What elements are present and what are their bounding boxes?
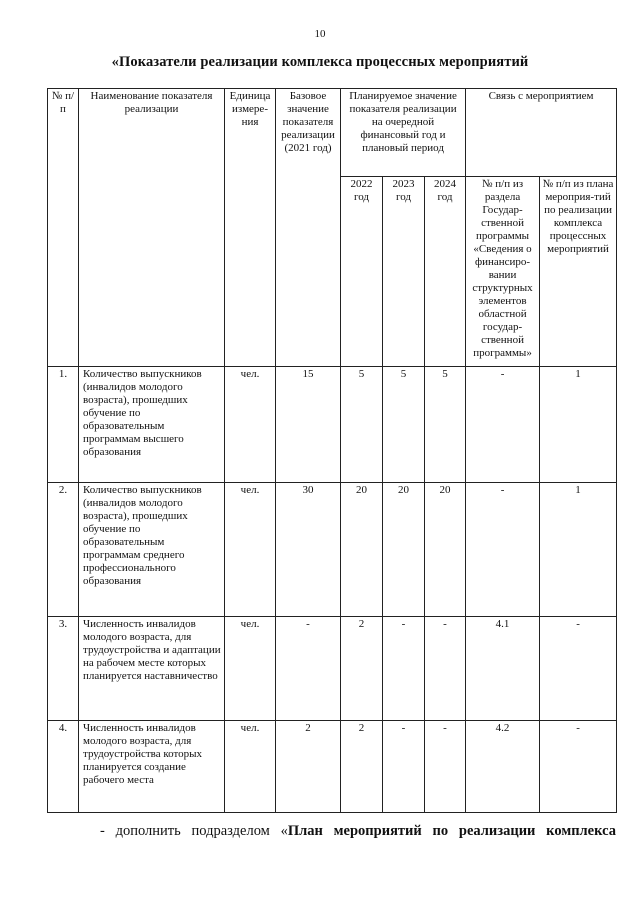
row-base: 30: [276, 483, 341, 617]
row-2022: 20: [341, 483, 383, 617]
row-num: 3.: [48, 617, 79, 721]
header-planned: Планируемое значение показателя реализации на очередной финансовый год и плановый период: [341, 89, 466, 177]
row-2022: 2: [341, 617, 383, 721]
row-name: Количество выпускников (инвалидов молодого возраста), прошедших обучение по образовательным программам высшего образования: [79, 367, 225, 483]
row-base: 2: [276, 721, 341, 813]
row-base: 15: [276, 367, 341, 483]
row-link-plan: -: [540, 617, 617, 721]
row-2022: 2: [341, 721, 383, 813]
row-base: -: [276, 617, 341, 721]
document-title: «Показатели реализации комплекса процессных мероприятий: [111, 54, 529, 70]
row-2022: 5: [341, 367, 383, 483]
header-num: № п/п: [48, 89, 79, 367]
header-link-gp: № п/п из раздела Государ-ственной программы «Сведения о финансиро-вании структурных элементов областной государ-ственной программы»: [466, 177, 540, 367]
header-link-plan: № п/п из плана мероприя-тий по реализации комплекса процессных мероприятий: [540, 177, 617, 367]
row-num: 4.: [48, 721, 79, 813]
row-2023: 20: [383, 483, 425, 617]
row-2024: -: [425, 721, 466, 813]
row-name: Численность инвалидов молодого возраста, для трудоустройства которых планируется создание рабочего места: [79, 721, 225, 813]
table-row: [48, 367, 617, 483]
footer-bold-text: План мероприятий по реализации комплекса: [287, 823, 616, 839]
row-link-gp: -: [466, 367, 540, 483]
footer-prefix: - дополнить подразделом «: [100, 823, 288, 839]
row-unit: чел.: [225, 617, 276, 721]
table-row: [48, 721, 617, 813]
row-name: Количество выпускников (инвалидов молодого возраста), прошедших обучение по образовательным программам среднего профессионального образования: [79, 483, 225, 617]
row-name: Численность инвалидов молодого возраста, для трудоустройства и адаптации на рабочем месте которых планируется наставничество: [79, 617, 225, 721]
header-name: Наименование показателя реализации: [79, 89, 225, 367]
row-2024: 20: [425, 483, 466, 617]
table-row: [48, 617, 617, 721]
row-unit: чел.: [225, 483, 276, 617]
row-link-gp: 4.2: [466, 721, 540, 813]
header-link: Связь с мероприятием: [466, 89, 617, 177]
header-year-2024: 2024 год: [425, 177, 466, 367]
row-link-gp: -: [466, 483, 540, 617]
row-2024: 5: [425, 367, 466, 483]
header-base: Базовое значение показателя реализации (2021 год): [276, 89, 341, 367]
row-num: 2.: [48, 483, 79, 617]
row-2023: 5: [383, 367, 425, 483]
indicators-table: [47, 88, 617, 813]
row-unit: чел.: [225, 367, 276, 483]
table-row: [48, 483, 617, 617]
footer-text: [100, 823, 616, 840]
row-unit: чел.: [225, 721, 276, 813]
header-unit: Единица измере-ния: [225, 89, 276, 367]
row-link-gp: 4.1: [466, 617, 540, 721]
row-link-plan: 1: [540, 483, 617, 617]
row-2023: -: [383, 617, 425, 721]
row-2024: -: [425, 617, 466, 721]
header-year-2022: 2022 год: [341, 177, 383, 367]
header-year-2023: 2023 год: [383, 177, 425, 367]
row-link-plan: -: [540, 721, 617, 813]
row-num: 1.: [48, 367, 79, 483]
row-link-plan: 1: [540, 367, 617, 483]
row-2023: -: [383, 721, 425, 813]
page-number: 10: [314, 28, 326, 40]
